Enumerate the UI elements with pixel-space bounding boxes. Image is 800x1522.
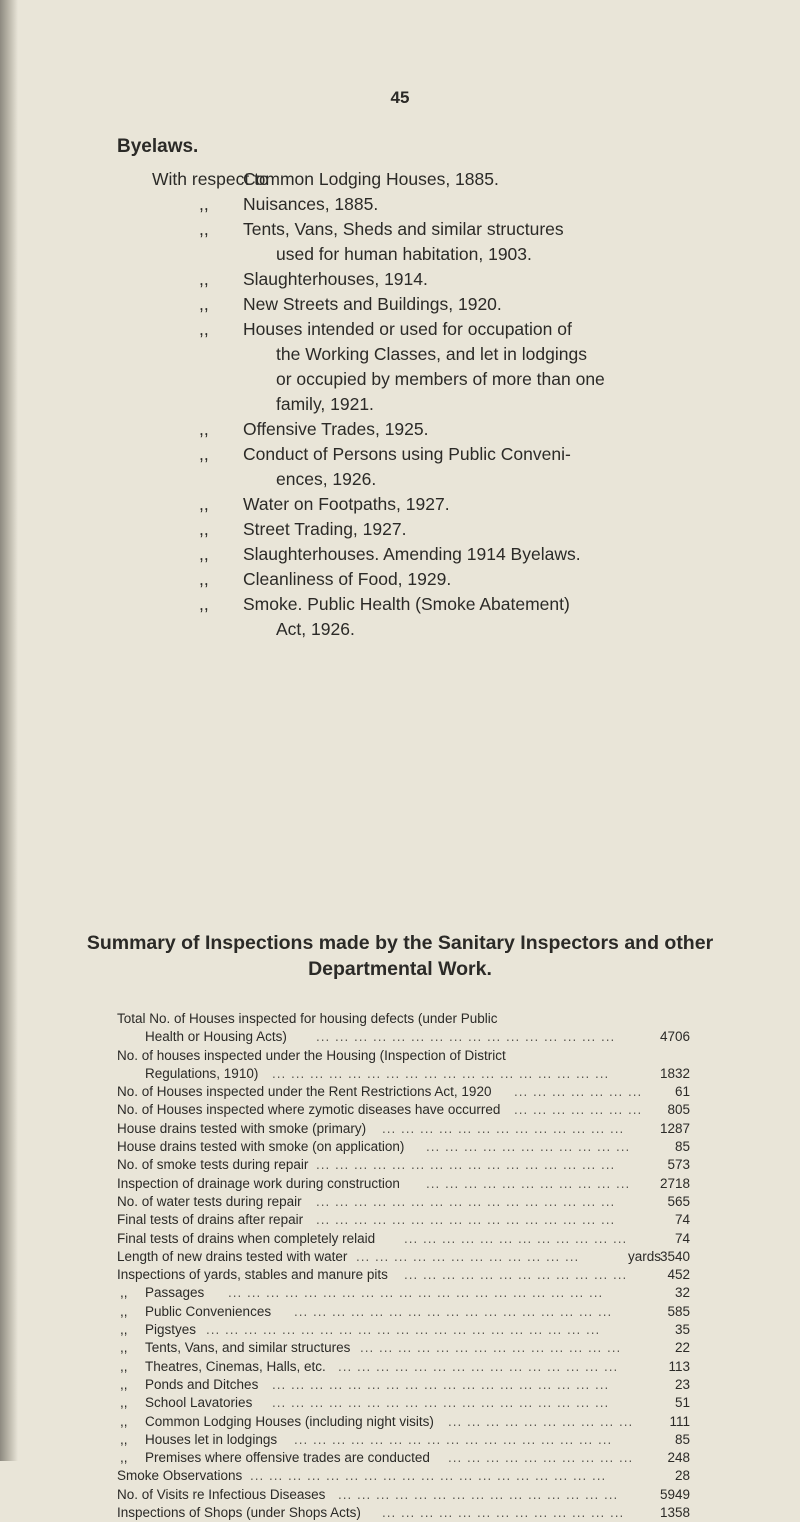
byelaw-title: Houses intended or used for occupation of	[243, 319, 572, 339]
ditto-mark: ,,	[120, 1376, 128, 1392]
leader-dots: ... ... ... ... ... ... ... ... ... ... ... ...	[356, 1248, 580, 1264]
byelaw-title: Tents, Vans, Sheds and similar structures	[243, 219, 564, 239]
byelaw-line	[0, 467, 800, 492]
table-row	[0, 1248, 800, 1266]
leader-dots: ... ... ... ... ... ... ... ... ... ... ... ... ... ... ... ... ... ...	[272, 1065, 610, 1081]
table-row	[0, 1486, 800, 1504]
row-value: 573	[667, 1157, 690, 1173]
byelaw-title: Conduct of Persons using Public Conveni-	[243, 444, 571, 464]
leader-dots: ... ... ... ... ... ... ...	[514, 1102, 643, 1118]
row-label: No. of Houses inspected where zymotic diseases have occurred	[117, 1102, 501, 1118]
row-value: 113	[668, 1358, 690, 1374]
byelaw-line	[0, 317, 800, 342]
byelaw-title: Slaughterhouses, 1914.	[243, 269, 428, 289]
byelaw-title: used for human habitation, 1903.	[276, 244, 532, 264]
ditto-mark: ,,	[120, 1395, 128, 1411]
byelaw-line	[0, 242, 800, 267]
ditto-mark: ,,	[199, 219, 209, 239]
table-row	[0, 1504, 800, 1522]
byelaw-line	[0, 567, 800, 592]
table-row	[0, 1449, 800, 1467]
table-row	[0, 1413, 800, 1431]
row-label: No. of Visits re Infectious Diseases	[117, 1486, 326, 1502]
ditto-mark: ,,	[120, 1450, 128, 1466]
summary-title	[0, 930, 800, 982]
row-label: Final tests of drains after repair	[117, 1212, 304, 1228]
row-label: Final tests of drains when completely relaid	[117, 1230, 376, 1246]
leader-dots: ... ... ... ... ... ... ... ... ... ... ... ... ... ... ... ... ...	[294, 1303, 613, 1319]
row-value: 1287	[659, 1120, 690, 1136]
table-row	[0, 1431, 800, 1449]
row-label: Tents, Vans, and similar structures	[145, 1340, 351, 1356]
byelaw-line	[0, 492, 800, 517]
table-row	[0, 1358, 800, 1376]
byelaw-line	[0, 192, 800, 217]
table-row	[0, 1028, 800, 1046]
row-value: 74	[674, 1230, 690, 1246]
row-label: Theatres, Cinemas, Halls, etc.	[145, 1358, 326, 1374]
table-row	[0, 1101, 800, 1119]
row-label: No. of Houses inspected under the Rent Restrictions Act, 1920	[117, 1084, 492, 1100]
table-row	[0, 1047, 800, 1065]
summary-title-line-2: Departmental Work.	[308, 958, 492, 980]
row-label: House drains tested with smoke (primary)	[117, 1120, 367, 1136]
row-label: Inspections of yards, stables and manure pits	[117, 1267, 388, 1283]
ditto-mark: ,,	[199, 319, 209, 339]
leader-dots: ... ... ... ... ... ... ... ... ... ... ... ... ... ... ... ...	[316, 1193, 616, 1209]
table-row	[0, 1376, 800, 1394]
table-row	[0, 1394, 800, 1412]
byelaw-line	[0, 417, 800, 442]
byelaw-line	[0, 217, 800, 242]
row-label: Ponds and Ditches	[145, 1376, 259, 1392]
table-row	[0, 1211, 800, 1229]
row-value: 805	[667, 1102, 690, 1118]
leader-dots: ... ... ... ... ... ... ...	[514, 1084, 643, 1100]
leader-dots: ... ... ... ... ... ... ... ... ... ... ... ... ... ... ... ...	[316, 1157, 616, 1173]
row-value: 22	[674, 1340, 690, 1356]
summary-table	[0, 1010, 800, 1522]
row-value: 452	[667, 1267, 690, 1283]
byelaw-line	[0, 392, 800, 417]
leader-dots: ... ... ... ... ... ... ... ... ... ... ... ... ... ... ... ...	[316, 1212, 616, 1228]
row-value: 85	[674, 1139, 690, 1155]
table-row	[0, 1065, 800, 1083]
table-row	[0, 1467, 800, 1485]
row-value: 28	[674, 1468, 690, 1484]
row-unit: yards	[628, 1248, 662, 1264]
byelaw-line	[0, 592, 800, 617]
byelaw-title: Street Trading, 1927.	[243, 519, 407, 539]
leader-dots: ... ... ... ... ... ... ... ... ... ... ... ... ... ... ... ... ... ... ...	[250, 1468, 607, 1484]
byelaw-title: Smoke. Public Health (Smoke Abatement)	[243, 594, 570, 614]
byelaw-title: Cleanliness of Food, 1929.	[243, 569, 452, 589]
leader-dots: ... ... ... ... ... ... ... ... ... ... ... ... ...	[382, 1505, 625, 1521]
row-value: 5949	[659, 1486, 690, 1502]
byelaw-line	[0, 617, 800, 642]
row-label: Public Conveniences	[145, 1303, 272, 1319]
row-value: 51	[674, 1395, 690, 1411]
table-row	[0, 1284, 800, 1302]
byelaw-title: or occupied by members of more than one	[276, 369, 605, 389]
leader-dots: ... ... ... ... ... ... ... ... ... ...	[448, 1450, 634, 1466]
ditto-mark: ,,	[120, 1358, 128, 1374]
row-label: Premises where offensive trades are conducted	[145, 1450, 430, 1466]
row-label: Health or Housing Acts)	[145, 1029, 287, 1045]
table-row	[0, 1138, 800, 1156]
table-row	[0, 1303, 800, 1321]
row-label: Smoke Observations	[117, 1468, 243, 1484]
ditto-mark: ,,	[199, 444, 209, 464]
table-row	[0, 1230, 800, 1248]
byelaw-title: Common Lodging Houses, 1885.	[243, 169, 499, 189]
row-value: 3540	[659, 1248, 690, 1264]
table-row	[0, 1339, 800, 1357]
row-label: Length of new drains tested with water	[117, 1248, 348, 1264]
row-value: 85	[674, 1431, 690, 1447]
leader-dots: ... ... ... ... ... ... ... ... ... ... ...	[426, 1139, 631, 1155]
row-value: 2718	[659, 1175, 690, 1191]
row-value: 74	[674, 1212, 690, 1228]
table-row	[0, 1193, 800, 1211]
ditto-mark: ,,	[120, 1303, 128, 1319]
row-label: No. of houses inspected under the Housing (Inspection of District	[117, 1047, 506, 1063]
ditto-mark: ,,	[199, 269, 209, 289]
row-value: 111	[669, 1413, 690, 1429]
ditto-mark: ,,	[120, 1431, 128, 1447]
byelaw-title: family, 1921.	[276, 394, 374, 414]
byelaws-list	[0, 167, 800, 642]
byelaw-title: ences, 1926.	[276, 469, 377, 489]
byelaw-title: New Streets and Buildings, 1920.	[243, 294, 502, 314]
leader-dots: ... ... ... ... ... ... ... ... ... ... ... ... ... ... ... ... ... ... ... ... ...	[206, 1322, 601, 1338]
row-value: 32	[674, 1285, 690, 1301]
row-value: 23	[674, 1376, 690, 1392]
leader-dots: ... ... ... ... ... ... ... ... ... ... ... ... ... ... ...	[338, 1358, 619, 1374]
byelaw-line	[0, 367, 800, 392]
byelaw-line	[0, 542, 800, 567]
table-row	[0, 1120, 800, 1138]
row-value: 248	[667, 1450, 690, 1466]
row-label: House drains tested with smoke (on application)	[117, 1139, 405, 1155]
leader-dots: ... ... ... ... ... ... ... ... ... ... ... ... ... ... ... ... ... ...	[272, 1376, 610, 1392]
leader-dots: ... ... ... ... ... ... ... ... ... ... ... ...	[404, 1230, 628, 1246]
byelaw-line	[0, 342, 800, 367]
row-label: Inspections of Shops (under Shops Acts)	[117, 1505, 361, 1521]
row-label: No. of water tests during repair	[117, 1193, 302, 1209]
byelaw-title: Act, 1926.	[276, 619, 355, 639]
ditto-mark: ,,	[199, 194, 209, 214]
leader-dots: ... ... ... ... ... ... ... ... ... ... ...	[426, 1175, 631, 1191]
ditto-mark: ,,	[199, 419, 209, 439]
leader-dots: ... ... ... ... ... ... ... ... ... ... ... ...	[404, 1267, 628, 1283]
row-value: 1358	[659, 1505, 690, 1521]
table-row	[0, 1010, 800, 1028]
table-row	[0, 1266, 800, 1284]
byelaw-line	[0, 167, 800, 192]
ditto-mark: ,,	[120, 1285, 128, 1301]
ditto-mark: ,,	[199, 519, 209, 539]
leader-dots: ... ... ... ... ... ... ... ... ... ... ... ... ... ... ... ... ... ...	[272, 1395, 610, 1411]
ditto-mark: ,,	[120, 1340, 128, 1356]
row-value: 35	[674, 1322, 690, 1338]
row-label: School Lavatories	[145, 1395, 253, 1411]
leader-dots: ... ... ... ... ... ... ... ... ... ... ... ... ... ... ... ... ...	[294, 1431, 613, 1447]
byelaw-title: Slaughterhouses. Amending 1914 Byelaws.	[243, 544, 581, 564]
byelaw-title: Offensive Trades, 1925.	[243, 419, 429, 439]
row-label: Common Lodging Houses (including night visits)	[145, 1413, 434, 1429]
row-value: 61	[674, 1084, 690, 1100]
byelaw-title: Water on Footpaths, 1927.	[243, 494, 450, 514]
row-label: Inspection of drainage work during construction	[117, 1175, 400, 1191]
leader-dots: ... ... ... ... ... ... ... ... ... ... ... ... ... ... ... ...	[316, 1029, 616, 1045]
leader-dots: ... ... ... ... ... ... ... ... ... ... ... ... ... ... ... ... ... ... ... ...	[228, 1285, 604, 1301]
table-row	[0, 1175, 800, 1193]
byelaw-title: Nuisances, 1885.	[243, 194, 379, 214]
byelaw-line	[0, 292, 800, 317]
row-label: Houses let in lodgings	[145, 1431, 278, 1447]
table-row	[0, 1156, 800, 1174]
byelaw-line	[0, 517, 800, 542]
table-row	[0, 1083, 800, 1101]
leader-dots: ... ... ... ... ... ... ... ... ... ...	[448, 1413, 634, 1429]
ditto-mark: ,,	[120, 1322, 128, 1338]
ditto-mark: ,,	[199, 544, 209, 564]
ditto-mark: ,,	[120, 1413, 128, 1429]
byelaws-heading: Byelaws.	[117, 136, 199, 157]
leader-dots: ... ... ... ... ... ... ... ... ... ... ... ... ...	[382, 1120, 625, 1136]
ditto-mark: ,,	[199, 594, 209, 614]
leader-dots: ... ... ... ... ... ... ... ... ... ... ... ... ... ... ...	[338, 1486, 619, 1502]
ditto-mark: ,,	[199, 494, 209, 514]
leader-dots: ... ... ... ... ... ... ... ... ... ... ... ... ... ...	[360, 1340, 622, 1356]
row-value: 4706	[659, 1029, 690, 1045]
summary-title-line-1: Summary of Inspections made by the Sanitary Inspectors and other	[86, 932, 714, 954]
byelaw-title: the Working Classes, and let in lodgings	[276, 344, 587, 364]
table-row	[0, 1321, 800, 1339]
row-value: 585	[667, 1303, 690, 1319]
row-label: Pigstyes	[145, 1322, 197, 1338]
byelaw-line	[0, 267, 800, 292]
row-label: Passages	[145, 1285, 205, 1301]
ditto-mark: ,,	[199, 569, 209, 589]
row-label: Regulations, 1910)	[145, 1065, 259, 1081]
row-value: 565	[667, 1193, 690, 1209]
row-label: No. of smoke tests during repair	[117, 1157, 309, 1173]
ditto-mark: ,,	[199, 294, 209, 314]
byelaw-lead-text: With respect to	[152, 169, 269, 189]
page-number: 45	[390, 88, 410, 107]
row-value: 1832	[659, 1065, 690, 1081]
row-label: Total No. of Houses inspected for housing defects (under Public	[117, 1011, 498, 1026]
byelaw-line	[0, 442, 800, 467]
